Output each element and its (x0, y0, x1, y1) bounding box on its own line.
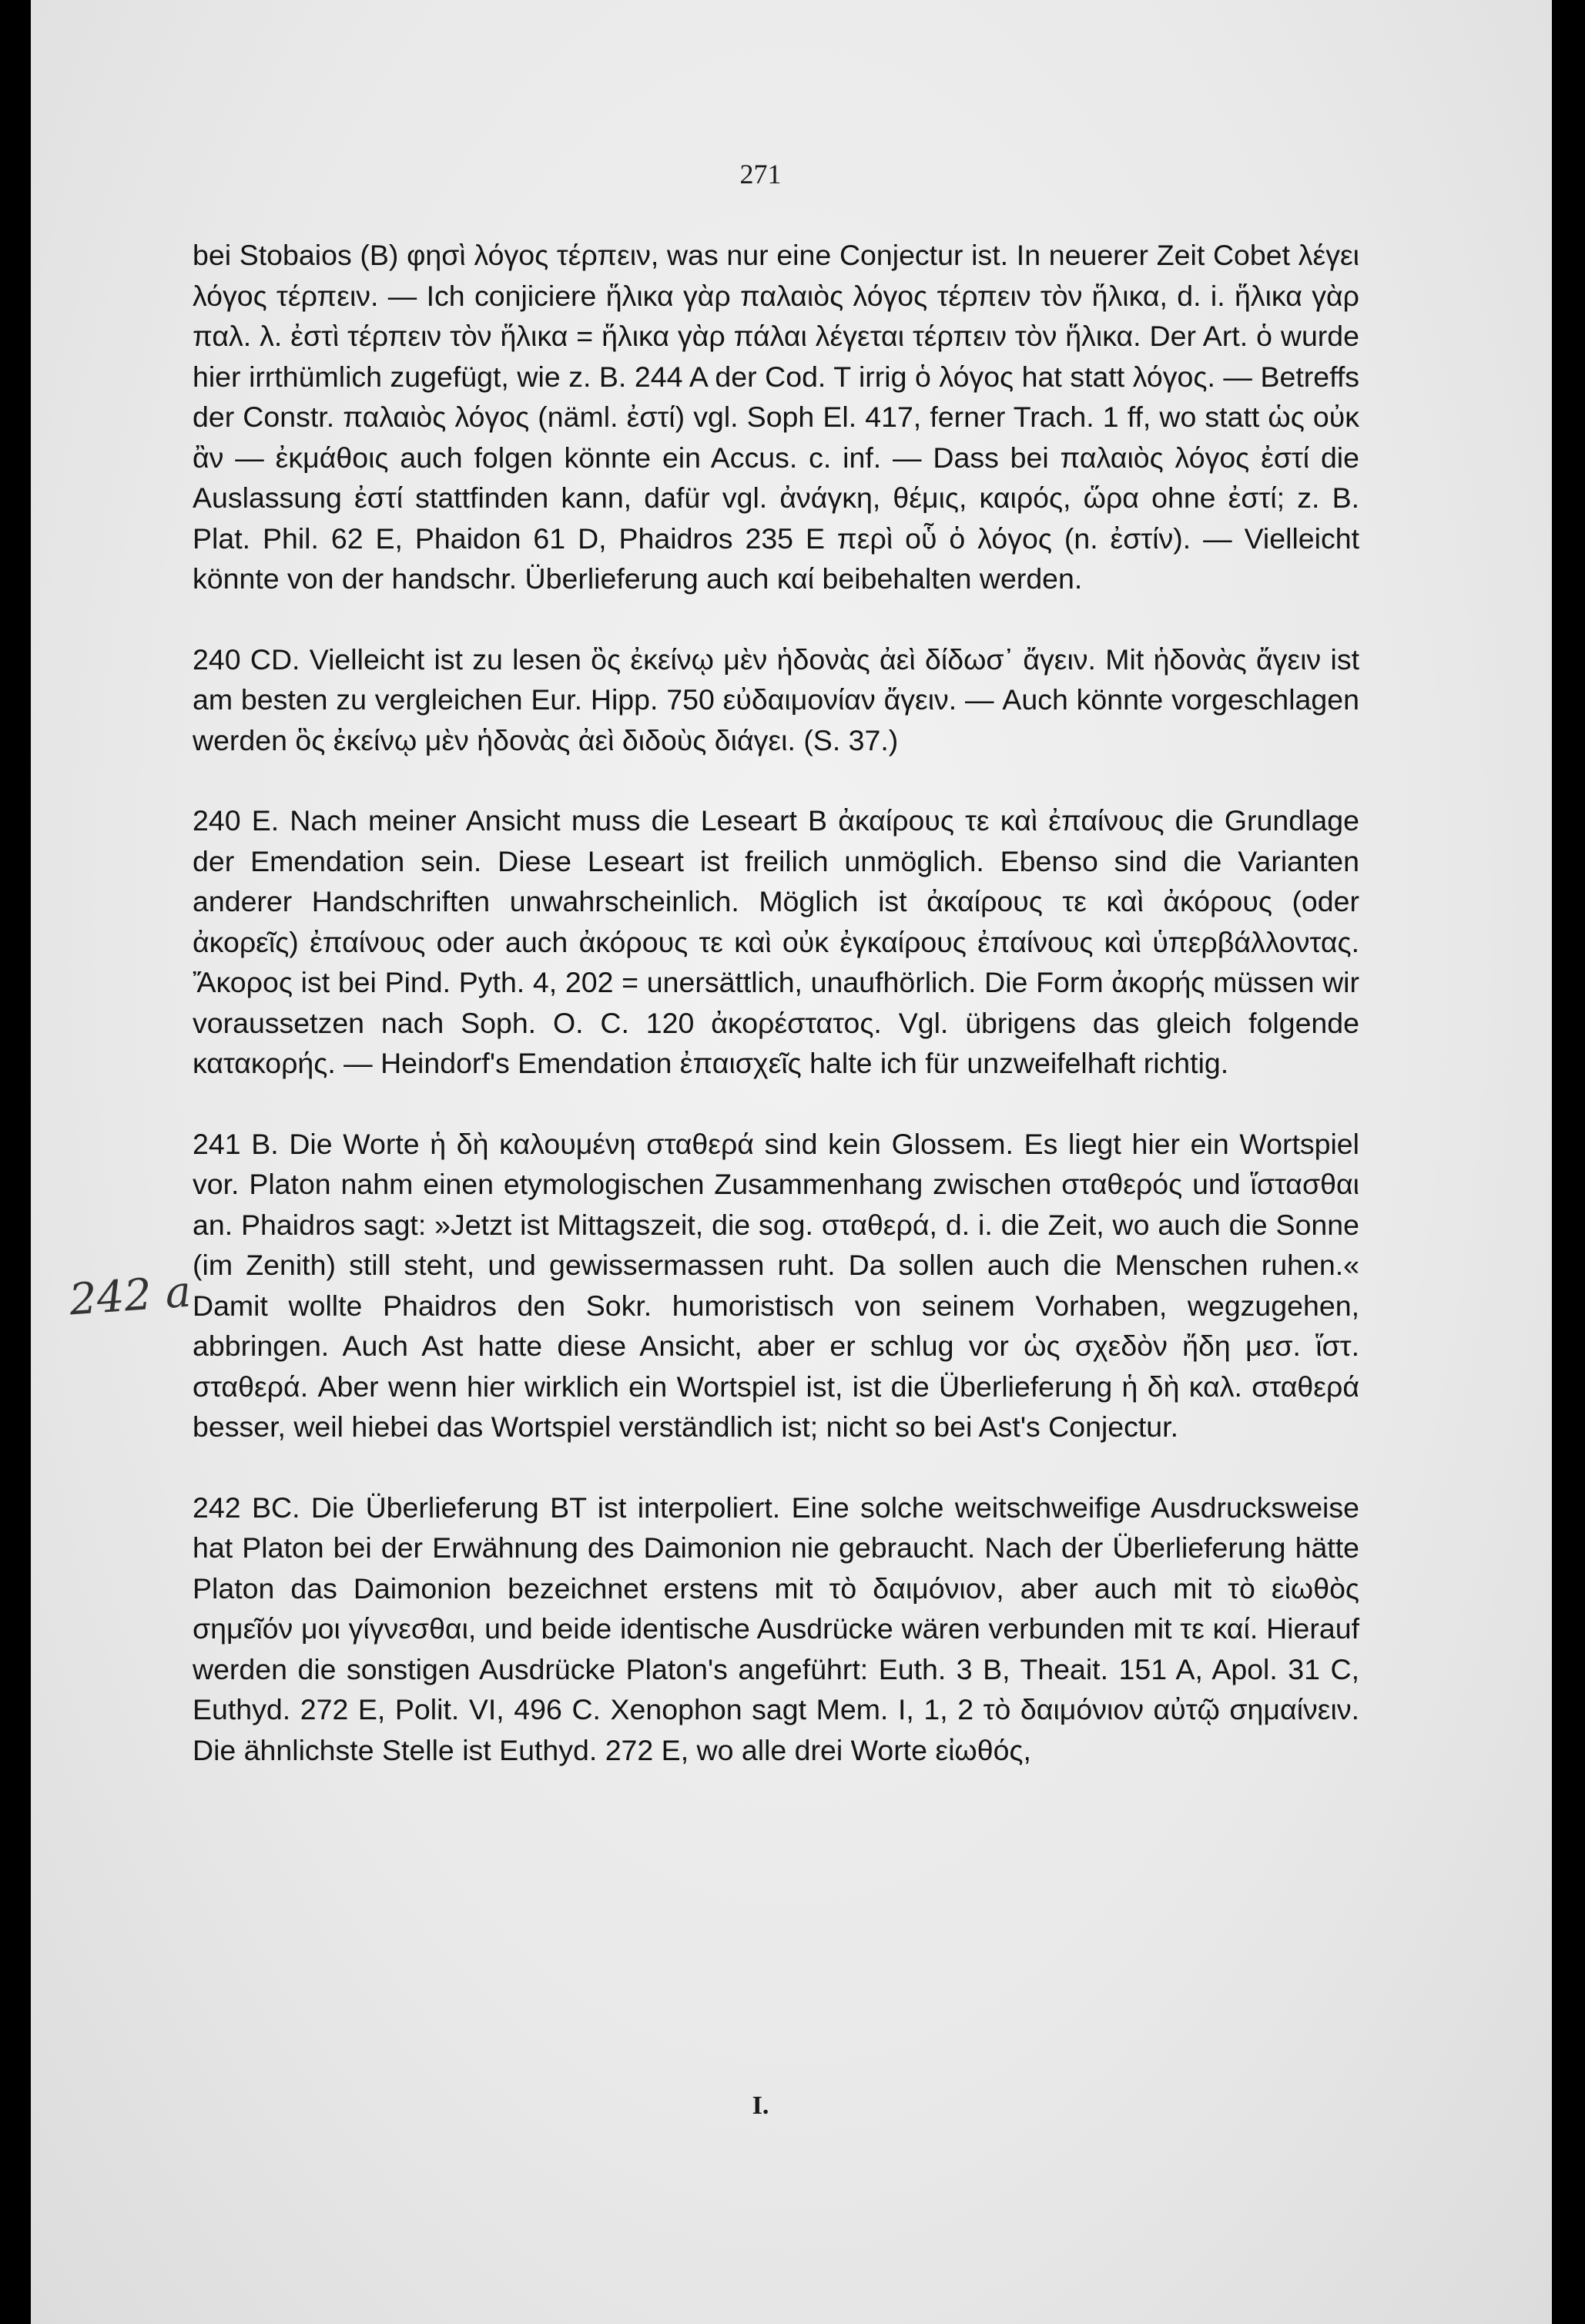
body-text (193, 235, 1359, 1770)
signature-mark: I. (752, 2091, 769, 2120)
paragraph-242-bc: 242 BC. Die Überlieferung BT ist interpoliert. Eine solche weitschweifige Ausdrucksweise hat Platon bei der Erwähnung des Daimonion nie gebraucht. Nach der Überlieferung hätte Platon das Daimonion bezeichnet erstens mit τὸ δαιμόνιον, aber auch mit τὸ εἰωθὸς σημεῖόν μοι γίγνεσθαι, und beide identische Ausdrücke wären verbunden mit τε καί. Hierauf werden die sonstigen Ausdrücke Platon's angeführt: Euth. 3 B, Theait. 151 A, Apol. 31 C, Euthyd. 272 E, Polit. VI, 496 C. Xenophon sagt Mem. I, 1, 2 τὸ δαιμόνιον αὐτῷ σημαίνειν. Die ähnlichste Stelle ist Euthyd. 272 E, wo alle drei Worte εἰωθός, (193, 1491, 1359, 1766)
paragraph-240-e: 240 E. Nach meiner Ansicht muss die Leseart B ἀκαίρους τε καὶ ἐπαίνους die Grundlage der Emendation sein. Diese Leseart ist freilich unmöglich. Ebenso sind die Varianten anderer Handschriften unwahrscheinlich. Möglich ist ἀκαίρους τε καὶ ἀκόρους (oder ἀκορεῖς) ἐπαίνους oder auch ἀκόρους τε καὶ οὐκ ἐγκαίρους ἐπαίνους καὶ ὑπερβάλλοντας. Ἄκορος ist bei Pind. Pyth. 4, 202 = unersättlich, unaufhörlich. Die Form ἀκορής müssen wir voraussetzen nach Soph. O. C. 120 ἀκορέστατος. Vgl. übrigens das gleich folgende κατακορής. — Heindorf's Emendation ἐπαισχεῖς halte ich für unzweifelhaft richtig. (193, 804, 1359, 1079)
paragraph-240-cd: 240 CD. Vielleicht ist zu lesen ὃς ἐκείνῳ μὲν ἡδονὰς ἀεὶ δίδωσ᾽ ἄγειν. Mit ἡδονὰς ἄγειν ist am besten zu vergleichen Eur. Hipp. 750 εὐδαιμονίαν ἄγειν. — Auch könnte vorgeschlagen werden ὃς ἐκείνῳ μὲν ἡδονὰς ἀεὶ διδοὺς διάγει. (S. 37.) (193, 642, 1359, 756)
scan-edge-left (0, 0, 31, 2324)
paragraph-stobaios: bei Stobaios (B) φησὶ λόγος τέρπειν, was nur eine Conjectur ist. In neuerer Zeit Cobet λέγει λόγος τέρπειν. — Ich conjiciere ἥλικα γὰρ παλαιὸς λόγος τέρπειν τὸν ἥλικα, d. i. ἥλικα γὰρ παλ. λ. ἐστὶ τέρπειν τὸν ἥλικα = ἥλικα γὰρ πάλαι λέγεται τέρπειν τὸν ἥλικα. Der Art. ὁ wurde hier irrthümlich zugefügt, wie z. B. 244 A der Cod. T irrig ὁ λόγος hat statt λόγος. — Betreffs der Constr. παλαιὸς λόγος (näml. ἐστί) vgl. Soph El. 417, ferner Trach. 1 ff, wo statt ὡς οὐκ ἂν — ἐκμάθοις auch folgen könnte ein Accus. c. inf. — Dass bei παλαιὸς λόγος ἐστί die Auslassung ἐστί stattfinden kann, dafür vgl. ἀνάγκη, θέμις, καιρός, ὥρα ohne ἐστί; z. B. Plat. Phil. 62 E, Phaidon 61 D, Phaidros 235 E περὶ οὗ ὁ λόγος (n. ἐστίν). — Vielleicht könnte von der handschr. Überlieferung auch καί beibehalten werden. (193, 239, 1359, 595)
handwritten-margin-note: 242 a (67, 1266, 193, 1326)
scan-edge-right (1554, 0, 1585, 2324)
document-page (31, 0, 1552, 2324)
paragraph-241-b: 241 B. Die Worte ἡ δὴ καλουμένη σταθερά sind kein Glossem. Es liegt hier ein Wortspiel vor. Platon nahm einen etymologischen Zusammenhang zwischen σταθερός und ἵστασθαι an. Phaidros sagt: »Jetzt ist Mittagszeit, die sog. σταθερά, d. i. die Zeit, wo auch die Sonne (im Zenith) still steht, und gewissermassen ruht. Da sollen auch die Menschen ruhen.« Damit wollte Phaidros den Sokr. humoristisch von seinem Vorhaben, wegzugehen, abbringen. Auch Ast hatte diese Ansicht, aber er schlug vor ὡς σχεδὸν ἤδη μεσ. ἵστ. σταθερά. Aber wenn hier wirklich ein Wortspiel ist, ist die Überlieferung ἡ δὴ καλ. σταθερά besser, weil hiebei das Wortspiel verständlich ist; nicht so bei Ast's Conjectur. (193, 1127, 1359, 1443)
page-number: 271 (739, 159, 782, 189)
